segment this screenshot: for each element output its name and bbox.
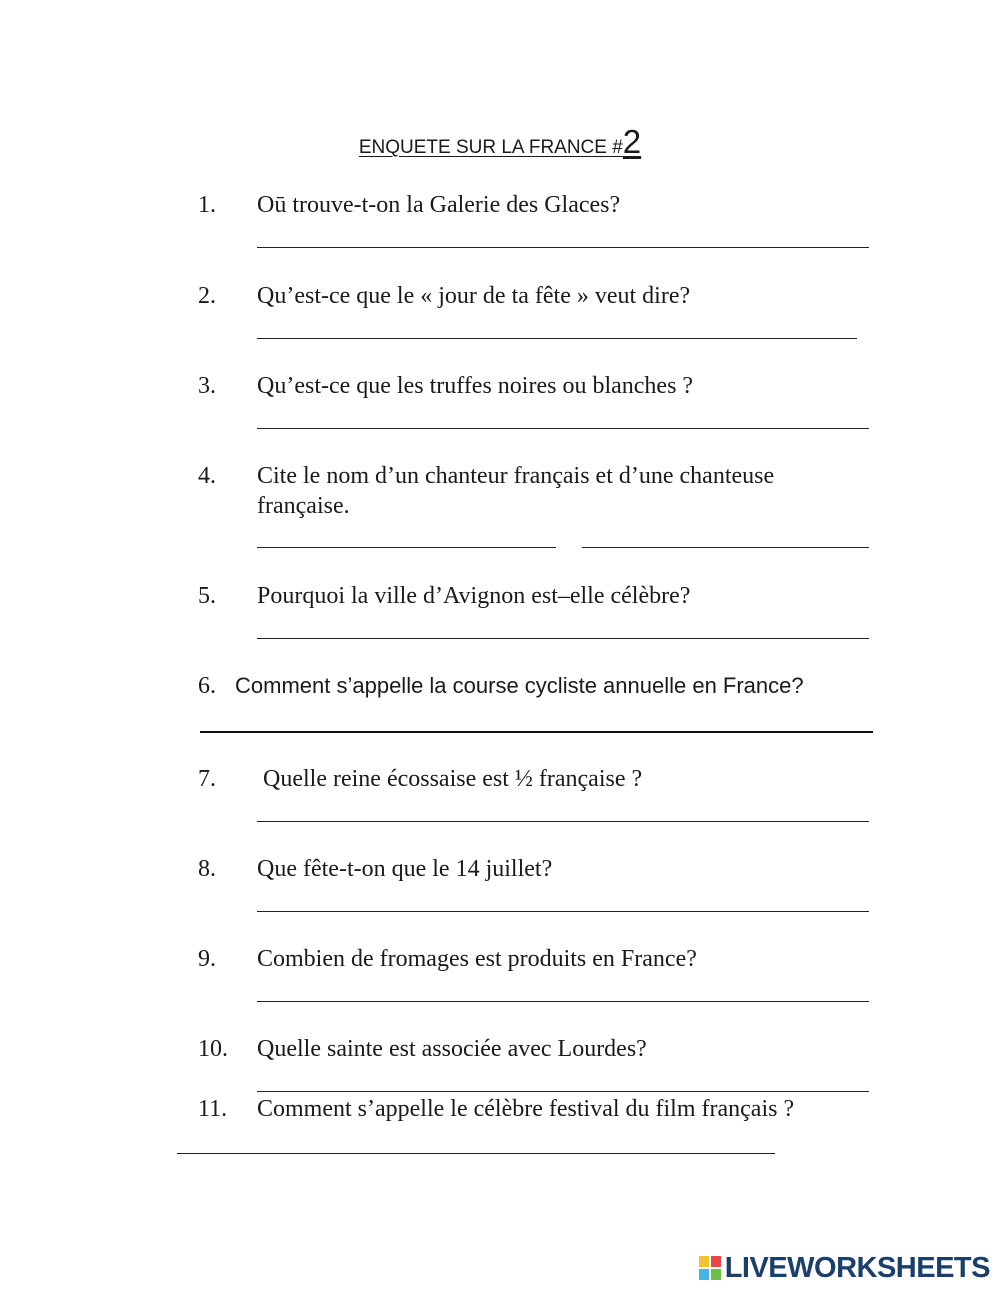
question-text: Cite le nom d’un chanteur français et d’une chanteuse [257,463,775,489]
answer-line-11 [177,1153,775,1154]
question-text: Qu’est-ce que le « jour de ta fête » veut dire? [257,283,691,309]
question-text-continued: française. [257,493,350,519]
question-number: 8. [198,856,216,882]
question-text: Pourquoi la ville d’Avignon est–elle célèbre? [257,583,691,609]
answer-field-3[interactable] [257,403,869,429]
logo-block [699,1256,709,1267]
answer-line-6 [200,731,873,733]
answer-line-5 [257,638,869,639]
question-number: 1. [198,192,216,218]
answer-field-10[interactable] [257,1066,869,1092]
question-text: Quelle reine écossaise est ½ française ? [263,766,643,792]
answer-line-4a [257,547,556,548]
logo-blocks-icon [699,1256,721,1280]
logo-text: LIVEWORKSHEETS [724,1251,990,1284]
question-number: 11. [198,1096,228,1122]
liveworksheets-logo [699,1251,990,1285]
question-number: 3. [198,373,216,399]
answer-field-7[interactable] [257,796,869,822]
answer-line-3 [257,428,869,429]
logo-block [711,1269,721,1280]
question-text: Comment s’appelle le célèbre festival du film français ? [257,1096,795,1122]
question-number: 2. [198,283,216,309]
question-number: 5. [198,583,216,609]
question-number: 4. [198,463,216,489]
answer-line-2 [257,338,857,339]
answer-field-5[interactable] [257,613,869,639]
answer-line-1 [257,247,869,248]
question-text: Comment s’appelle la course cycliste annuelle en France? [235,673,804,698]
answer-line-9 [257,1001,869,1002]
answer-field-11[interactable] [177,1128,775,1154]
answer-line-8 [257,911,869,912]
question-number: 6. [198,673,216,699]
logo-block [711,1256,721,1267]
question-text: Que fête-t-on que le 14 juillet? [257,856,553,882]
answer-field-4a[interactable] [257,522,556,548]
question-text: Qu’est-ce que les truffes noires ou blanches ? [257,373,694,399]
question-text: Oū trouve-t-on la Galerie des Glaces? [257,192,621,218]
answer-field-1[interactable] [257,222,869,248]
worksheet-title [0,122,1000,168]
question-text: Quelle sainte est associée avec Lourdes? [257,1036,647,1062]
logo-block [699,1269,709,1280]
answer-line-7 [257,821,869,822]
question-number: 10. [198,1036,228,1062]
answer-field-4b[interactable] [582,522,869,548]
question-text: Combien de fromages est produits en France? [257,946,697,972]
title-number: 2 [622,123,642,160]
question-number: 7. [198,766,216,792]
answer-line-4b [582,547,869,548]
question-number: 9. [198,946,216,972]
answer-field-2[interactable] [257,313,857,339]
answer-field-6[interactable] [200,706,873,732]
answer-field-8[interactable] [257,886,869,912]
title-text: ENQUETE SUR LA FRANCE # [358,137,623,158]
answer-field-9[interactable] [257,976,869,1002]
answer-line-10 [257,1091,869,1092]
